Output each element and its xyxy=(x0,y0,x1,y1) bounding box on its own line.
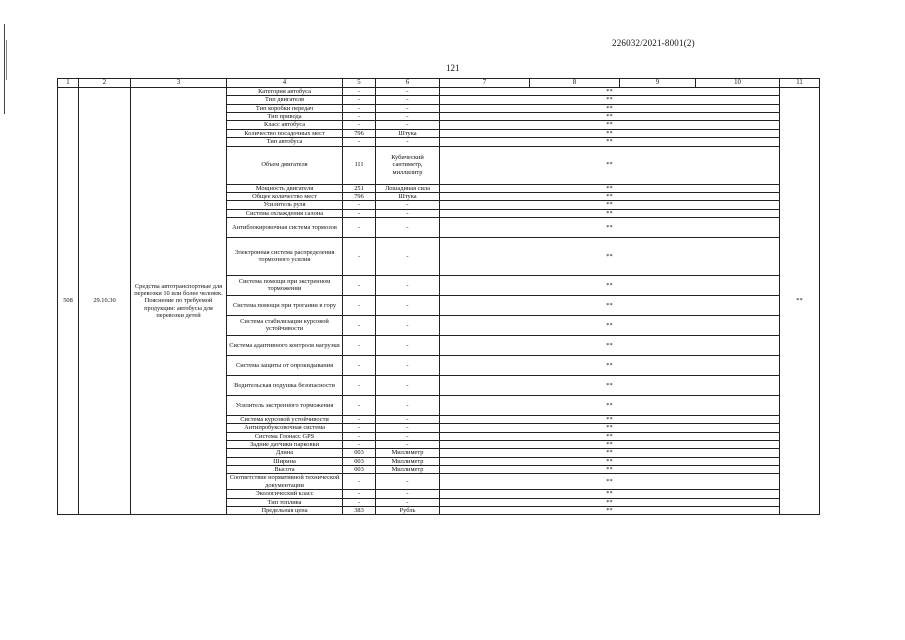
unit-name: Штука xyxy=(376,129,440,137)
characteristic-value: ** xyxy=(440,432,780,440)
characteristic-value: ** xyxy=(440,449,780,457)
characteristic-name: Электронная система распределения тормозного усилия xyxy=(227,237,343,275)
characteristic-name: Система защиты от опрокидывания xyxy=(227,355,343,375)
unit-code: 796 xyxy=(343,129,376,137)
document-number: 226032/2021-8001(2) xyxy=(612,38,695,48)
characteristic-name: Антипробуксовочная система xyxy=(227,424,343,432)
unit-name: Кубический сантиметр, миллилитр xyxy=(376,146,440,184)
characteristic-name: Класс автобуса xyxy=(227,121,343,129)
characteristic-name: Предельная цена xyxy=(227,506,343,514)
characteristic-name: Ширина xyxy=(227,457,343,465)
unit-code: - xyxy=(343,209,376,217)
page-number: 121 xyxy=(446,63,460,73)
column-number: 1 xyxy=(58,79,79,88)
characteristic-name: Усилитель экстренного торможения xyxy=(227,395,343,415)
unit-name: - xyxy=(376,237,440,275)
table-body xyxy=(58,88,820,515)
characteristic-name: Экологический класс xyxy=(227,490,343,498)
characteristic-value: ** xyxy=(440,424,780,432)
unit-code: 251 xyxy=(343,184,376,192)
characteristic-value: ** xyxy=(440,121,780,129)
characteristic-name: Водительская подушка безопасности xyxy=(227,375,343,395)
characteristic-name: Количество посадочных мест xyxy=(227,129,343,137)
characteristic-value: ** xyxy=(440,506,780,514)
unit-code: - xyxy=(343,441,376,449)
column-11-cell: ** xyxy=(780,88,820,515)
characteristic-value: ** xyxy=(440,498,780,506)
characteristic-name: Антиблокировочная система тормозов xyxy=(227,217,343,237)
unit-code: - xyxy=(343,88,376,96)
characteristic-value: ** xyxy=(440,335,780,355)
characteristic-value: ** xyxy=(440,129,780,137)
characteristic-value: ** xyxy=(440,355,780,375)
unit-code: - xyxy=(343,96,376,104)
unit-name: - xyxy=(376,104,440,112)
characteristic-name: Система курсовой устойчивости xyxy=(227,415,343,423)
unit-name: - xyxy=(376,315,440,335)
unit-name: - xyxy=(376,355,440,375)
characteristic-value: ** xyxy=(440,375,780,395)
unit-name: Штука xyxy=(376,192,440,200)
characteristic-name: Система помощи при трогании в гору xyxy=(227,295,343,315)
unit-code: 003 xyxy=(343,457,376,465)
unit-code: - xyxy=(343,138,376,146)
characteristic-name: Усилитель руля xyxy=(227,201,343,209)
characteristic-name: Соответствие нормативной технической документации xyxy=(227,474,343,490)
characteristic-value: ** xyxy=(440,415,780,423)
unit-code: - xyxy=(343,375,376,395)
characteristic-name: Объем двигателя xyxy=(227,146,343,184)
product-name-cell: Средства автотранспортные для перевозки 10 или более человек. Пояснение по требуемой продукции: автобусы для перевозки детей xyxy=(131,88,227,515)
unit-name: - xyxy=(376,209,440,217)
unit-code: - xyxy=(343,121,376,129)
unit-name: - xyxy=(376,138,440,146)
unit-name: - xyxy=(376,121,440,129)
characteristic-value: ** xyxy=(440,88,780,96)
unit-name: - xyxy=(376,113,440,121)
characteristic-name: Мощность двигателя xyxy=(227,184,343,192)
characteristic-name: Категория автобуса xyxy=(227,88,343,96)
characteristic-value: ** xyxy=(440,295,780,315)
scan-edge-line xyxy=(6,40,7,80)
characteristic-name: Общее количество мест xyxy=(227,192,343,200)
unit-name: - xyxy=(376,395,440,415)
characteristic-name: Система помощи при экстренном торможении xyxy=(227,275,343,295)
unit-code: - xyxy=(343,490,376,498)
column-number: 3 xyxy=(131,79,227,88)
unit-code: - xyxy=(343,217,376,237)
unit-code: - xyxy=(343,104,376,112)
column-number: 4 xyxy=(227,79,343,88)
characteristic-name: Тип коробки передач xyxy=(227,104,343,112)
characteristic-name: Тип топлива xyxy=(227,498,343,506)
unit-code: - xyxy=(343,275,376,295)
unit-name: - xyxy=(376,474,440,490)
characteristic-name: Тип двигателя xyxy=(227,96,343,104)
characteristic-name: Длина xyxy=(227,449,343,457)
column-number: 5 xyxy=(343,79,376,88)
scan-edge-line xyxy=(4,24,5,114)
unit-name: - xyxy=(376,498,440,506)
column-number-row xyxy=(58,79,820,88)
column-number: 9 xyxy=(620,79,696,88)
unit-code: - xyxy=(343,424,376,432)
characteristic-name: Задние датчики парковки xyxy=(227,441,343,449)
unit-code: - xyxy=(343,498,376,506)
unit-name: - xyxy=(376,415,440,423)
characteristic-name: Система адаптивного контроля нагрузки xyxy=(227,335,343,355)
characteristic-name: Тип привода xyxy=(227,113,343,121)
characteristic-value: ** xyxy=(440,237,780,275)
column-number: 7 xyxy=(440,79,530,88)
characteristic-value: ** xyxy=(440,96,780,104)
characteristic-name: Высота xyxy=(227,466,343,474)
unit-code: - xyxy=(343,315,376,335)
procurement-table xyxy=(57,78,820,515)
characteristic-value: ** xyxy=(440,104,780,112)
unit-name: Рубль xyxy=(376,506,440,514)
characteristic-name: Система Глонасс GPS xyxy=(227,432,343,440)
unit-name: - xyxy=(376,201,440,209)
characteristic-name: Тип автобуса xyxy=(227,138,343,146)
unit-code: 003 xyxy=(343,466,376,474)
characteristic-name: Система стабилизации курсовой устойчивости xyxy=(227,315,343,335)
characteristic-value: ** xyxy=(440,184,780,192)
unit-name: Лошадиная сила xyxy=(376,184,440,192)
okpd-code-cell: 29.10.30 xyxy=(79,88,131,515)
characteristic-value: ** xyxy=(440,490,780,498)
characteristic-value: ** xyxy=(440,275,780,295)
unit-name: - xyxy=(376,432,440,440)
unit-name: Миллиметр xyxy=(376,466,440,474)
characteristic-value: ** xyxy=(440,441,780,449)
characteristic-value: ** xyxy=(440,209,780,217)
column-number: 10 xyxy=(696,79,780,88)
characteristic-value: ** xyxy=(440,192,780,200)
unit-name: - xyxy=(376,275,440,295)
characteristic-value: ** xyxy=(440,201,780,209)
unit-name: - xyxy=(376,88,440,96)
unit-code: - xyxy=(343,355,376,375)
characteristic-value: ** xyxy=(440,138,780,146)
unit-name: - xyxy=(376,217,440,237)
characteristic-value: ** xyxy=(440,113,780,121)
characteristic-value: ** xyxy=(440,217,780,237)
characteristic-value: ** xyxy=(440,146,780,184)
unit-name: - xyxy=(376,375,440,395)
unit-name: - xyxy=(376,295,440,315)
unit-code: - xyxy=(343,474,376,490)
characteristic-name: Система охлаждения салона xyxy=(227,209,343,217)
characteristic-value: ** xyxy=(440,315,780,335)
table-row xyxy=(58,88,820,96)
unit-code: 003 xyxy=(343,449,376,457)
unit-code: - xyxy=(343,395,376,415)
unit-name: Миллиметр xyxy=(376,457,440,465)
unit-code: 796 xyxy=(343,192,376,200)
column-number: 2 xyxy=(79,79,131,88)
column-number: 6 xyxy=(376,79,440,88)
unit-code: - xyxy=(343,432,376,440)
column-number: 8 xyxy=(530,79,620,88)
unit-name: - xyxy=(376,441,440,449)
unit-code: - xyxy=(343,415,376,423)
unit-name: - xyxy=(376,490,440,498)
characteristic-value: ** xyxy=(440,457,780,465)
unit-name: - xyxy=(376,335,440,355)
row-number-cell: 508 xyxy=(58,88,79,515)
unit-code: - xyxy=(343,113,376,121)
unit-code: - xyxy=(343,237,376,275)
characteristic-value: ** xyxy=(440,474,780,490)
characteristic-value: ** xyxy=(440,466,780,474)
column-number: 11 xyxy=(780,79,820,88)
characteristic-value: ** xyxy=(440,395,780,415)
unit-name: Миллиметр xyxy=(376,449,440,457)
unit-code: - xyxy=(343,335,376,355)
unit-name: - xyxy=(376,424,440,432)
unit-code: - xyxy=(343,295,376,315)
unit-name: - xyxy=(376,96,440,104)
unit-code: - xyxy=(343,201,376,209)
unit-code: 111 xyxy=(343,146,376,184)
unit-code: 383 xyxy=(343,506,376,514)
